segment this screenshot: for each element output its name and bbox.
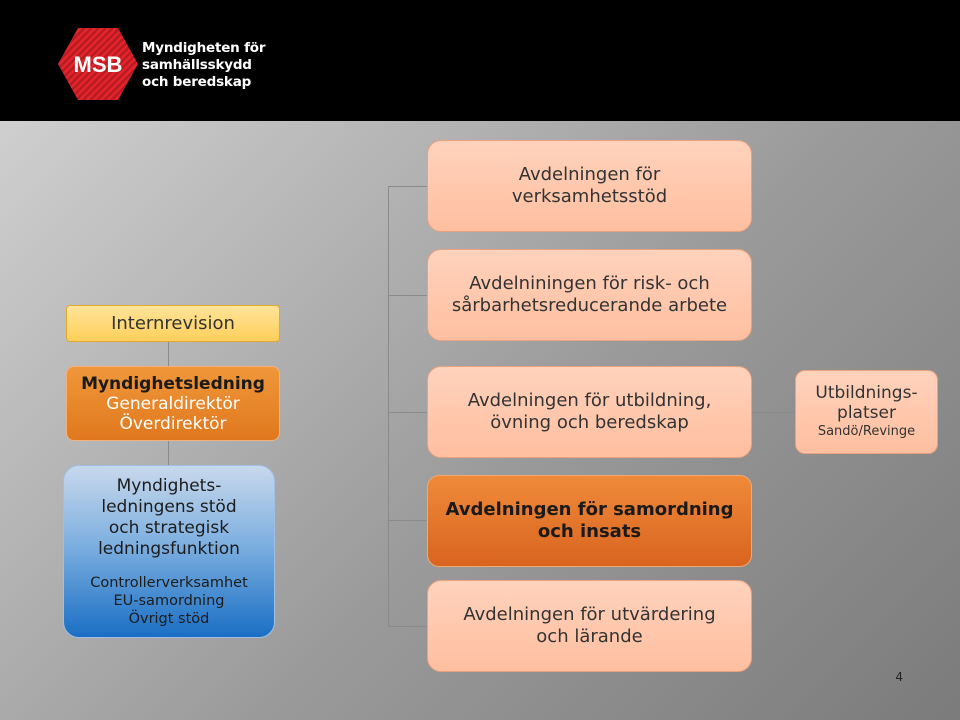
msb-logo: [58, 28, 138, 100]
department-line: och lärande: [536, 626, 643, 647]
connector-line: [388, 412, 428, 413]
connector-line: [751, 412, 795, 413]
connector-line: [168, 342, 169, 366]
myndighetsledning-box: [66, 366, 280, 441]
org-name-line: och beredskap: [142, 74, 252, 90]
department-line: Avdelningen för samordning: [445, 499, 734, 520]
connector-line: [388, 186, 428, 187]
org-name-line: samhällsskydd: [142, 57, 252, 73]
org-name: [142, 40, 265, 91]
department-line: verksamhetsstöd: [511, 186, 668, 207]
department-line: sårbarhetsreducerande arbete: [451, 295, 728, 316]
utbildning-line: Utbildnings-: [815, 383, 918, 403]
connector-line: [168, 441, 169, 465]
stod-sub: Controllerverksamhet: [90, 574, 248, 591]
connector-line: [388, 295, 428, 296]
ledning-role: Överdirektör: [119, 413, 227, 434]
department-line: Avdelningen för utbildning,: [467, 390, 712, 411]
ledningsstod-box: [63, 465, 275, 638]
department-box: [427, 249, 752, 341]
utbildning-line: platser: [837, 403, 896, 423]
department-line: Avdelningen för utvärdering: [463, 604, 716, 625]
header-bar: [0, 0, 960, 121]
ledning-role: Generaldirektör: [106, 393, 240, 414]
department-line: Avdelningen för: [518, 164, 661, 185]
department-box: [427, 140, 752, 232]
department-box: [427, 580, 752, 672]
stod-sub: EU-samordning: [113, 592, 225, 609]
utbildning-sub: Sandö/Revinge: [817, 424, 916, 439]
connector-line: [388, 186, 389, 626]
stod-line: ledningsfunktion: [98, 538, 240, 559]
utbildningsplatser-box: [795, 370, 938, 454]
internrevision-box: [66, 305, 280, 342]
stod-line: och strategisk: [108, 517, 230, 538]
stod-sub: Övrigt stöd: [128, 610, 210, 627]
page-number: 4: [895, 670, 903, 684]
logo-text: MSB: [73, 52, 123, 77]
org-name-line: Myndigheten för: [142, 40, 266, 56]
stod-line: ledningens stöd: [101, 496, 237, 517]
connector-line: [388, 520, 428, 521]
department-box: [427, 475, 752, 567]
stod-line: Myndighets-: [116, 475, 222, 496]
department-line: och insats: [537, 521, 642, 542]
department-line: Avdelniningen för risk- och: [469, 273, 710, 294]
connector-line: [388, 626, 428, 627]
department-line: övning och beredskap: [490, 412, 689, 433]
internrevision-label: Internrevision: [111, 313, 235, 334]
ledning-title: Myndighetsledning: [81, 373, 265, 394]
department-box: [427, 366, 752, 458]
